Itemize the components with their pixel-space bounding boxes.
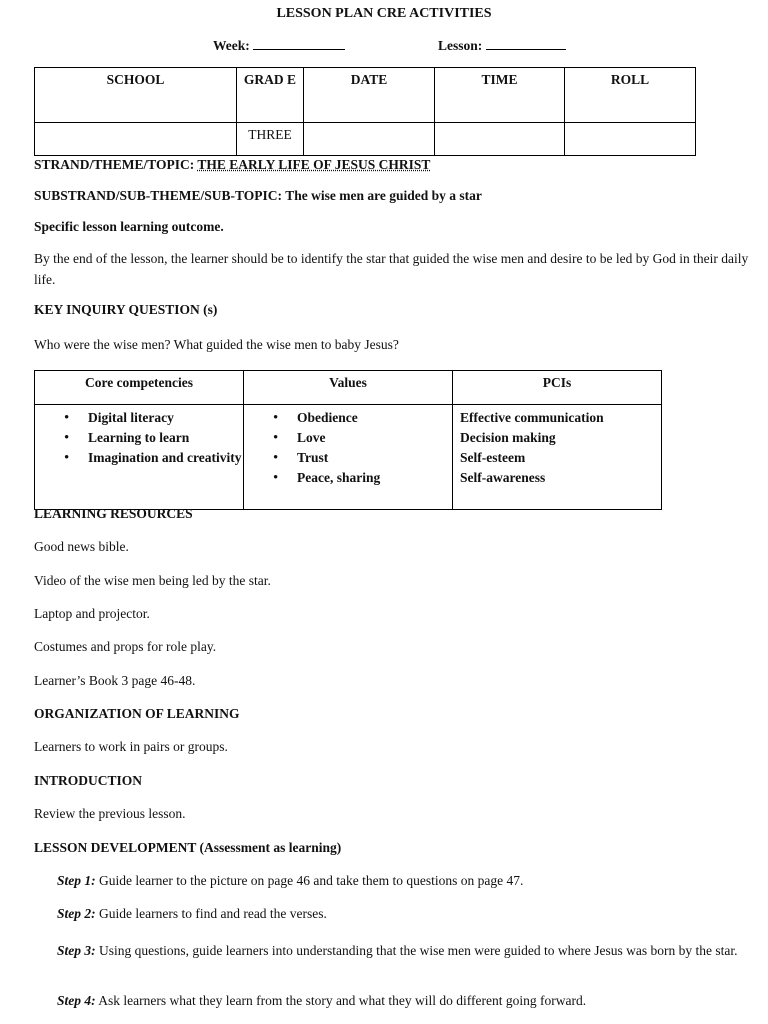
step-2 — [57, 906, 757, 922]
lesson-field — [438, 37, 566, 54]
header-table — [34, 67, 696, 156]
outcome-text: By the end of the lesson, the learner should be to identify the star that guided the wise men and desire to be led by God in their daily life. — [34, 251, 749, 287]
core-competencies-list — [36, 408, 242, 468]
inquiry-heading: KEY INQUIRY QUESTION (s) — [34, 302, 218, 317]
list-item: • Obedience — [297, 408, 451, 428]
resources-heading: LEARNING RESOURCES — [34, 506, 193, 521]
values-header: Values — [244, 371, 453, 405]
step-label: Step 2: — [57, 906, 96, 921]
strand-label: STRAND/THEME/TOPIC: — [34, 157, 195, 172]
step-label: Step 1: — [57, 873, 96, 888]
list-item: Self-esteem — [460, 450, 526, 465]
list-item: Effective communication — [460, 410, 604, 425]
school-header: SCHOOL — [35, 68, 237, 123]
resource-item: Video of the wise men being led by the star. — [34, 573, 271, 588]
date-cell — [304, 123, 435, 156]
grade-cell: THREE — [237, 123, 304, 156]
substrand-label: SUBSTRAND/SUB-THEME/SUB-TOPIC: — [34, 188, 283, 203]
development-heading: LESSON DEVELOPMENT (Assessment as learning) — [34, 840, 342, 855]
list-item: • Trust — [297, 448, 451, 468]
resource-item: Good news bible. — [34, 539, 129, 554]
list-item: • Imagination and creativity — [88, 448, 242, 468]
lesson-blank — [486, 37, 566, 50]
pcis-header: PCIs — [453, 371, 662, 405]
step-4 — [57, 993, 757, 1009]
roll-header: ROLL — [565, 68, 696, 123]
strand-value: THE EARLY LIFE OF JESUS CHRIST — [197, 157, 431, 172]
list-item: • Learning to learn — [88, 428, 242, 448]
step-1 — [57, 873, 757, 889]
organization-heading: ORGANIZATION OF LEARNING — [34, 706, 240, 721]
week-label: Week: — [213, 38, 250, 53]
outcome-heading: Specific lesson learning outcome. — [34, 219, 224, 234]
week-field — [213, 37, 345, 54]
list-item: • Digital literacy — [88, 408, 242, 428]
step-text: Guide learners to find and read the verses. — [99, 906, 327, 921]
substrand-value: The wise men are guided by a star — [285, 188, 482, 203]
substrand-line — [34, 188, 482, 204]
school-cell — [35, 123, 237, 156]
list-item: • Peace, sharing — [297, 468, 451, 488]
introduction-heading: INTRODUCTION — [34, 773, 143, 788]
resource-item: Laptop and projector. — [34, 606, 150, 621]
week-blank — [253, 37, 345, 50]
date-header: DATE — [304, 68, 435, 123]
time-header: TIME — [435, 68, 565, 123]
list-item: Decision making — [460, 430, 556, 445]
step-label: Step 4: — [57, 993, 96, 1008]
page-title: LESSON PLAN CRE ACTIVITIES — [276, 6, 492, 21]
values-list — [245, 408, 451, 488]
step-text: Guide learner to the picture on page 46 and take them to questions on page 47. — [99, 873, 524, 888]
roll-cell — [565, 123, 696, 156]
pcis-cell — [453, 405, 662, 510]
organization-text: Learners to work in pairs or groups. — [34, 739, 228, 754]
list-item: Self-awareness — [460, 470, 546, 485]
core-competencies-cell — [35, 405, 244, 510]
values-cell — [244, 405, 453, 510]
step-3 — [57, 940, 757, 961]
list-item: • Love — [297, 428, 451, 448]
step-text: Ask learners what they learn from the story and what they will do different going forward. — [98, 993, 587, 1008]
step-text: Using questions, guide learners into understanding that the wise men were guided to where Jesus was born by the star. — [99, 943, 738, 958]
core-competencies-header: Core competencies — [35, 371, 244, 405]
grade-header: GRAD E — [237, 68, 304, 123]
inquiry-text: Who were the wise men? What guided the wise men to baby Jesus? — [34, 337, 399, 352]
time-cell — [435, 123, 565, 156]
introduction-text: Review the previous lesson. — [34, 806, 186, 821]
competency-table — [34, 370, 662, 510]
resource-item: Costumes and props for role play. — [34, 639, 217, 654]
step-label: Step 3: — [57, 943, 96, 958]
strand-line — [34, 157, 430, 173]
resource-item: Learner’s Book 3 page 46-48. — [34, 673, 196, 688]
lesson-label: Lesson: — [438, 38, 483, 53]
